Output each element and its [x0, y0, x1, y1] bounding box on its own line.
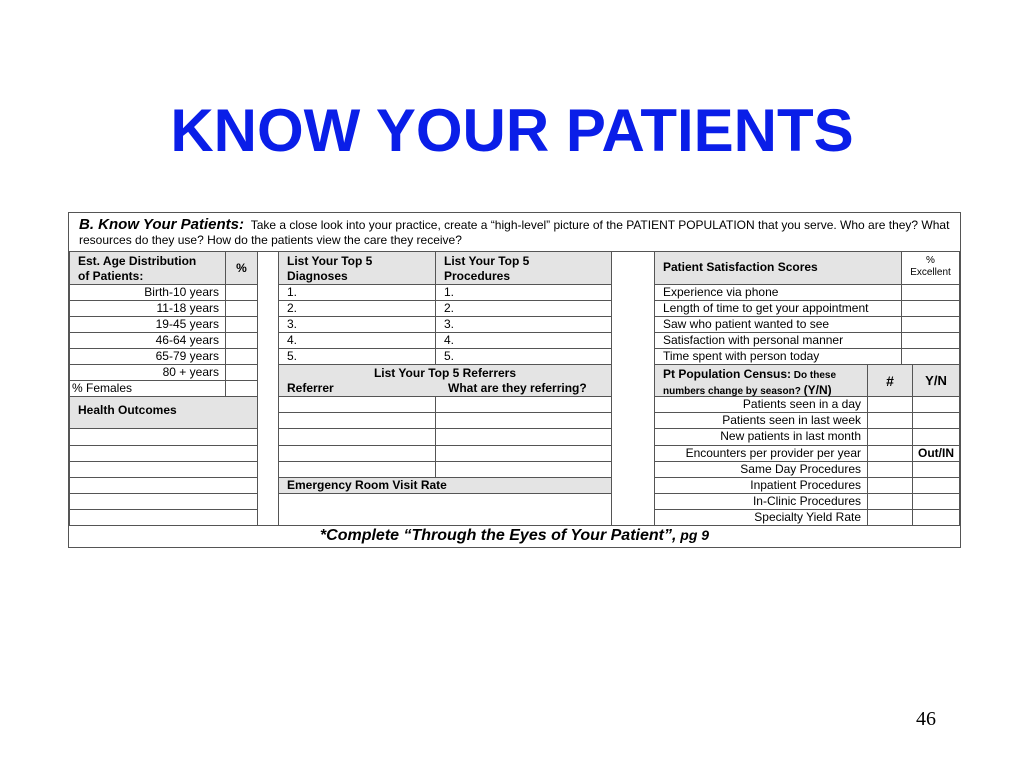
form-intro [79, 217, 954, 248]
referring-what-input[interactable] [435, 412, 612, 429]
satisfaction-pct-input[interactable] [901, 284, 960, 301]
age-pct-input[interactable] [225, 348, 258, 365]
age-header-line2: of Patients: [78, 269, 144, 283]
page-number: 46 [916, 708, 936, 730]
census-yn-header: Y/N [912, 364, 960, 397]
health-outcome-input[interactable] [69, 445, 258, 462]
census-yn-input[interactable] [912, 428, 960, 446]
referrer-input[interactable] [278, 396, 436, 413]
footer-page-ref: pg 9 [676, 527, 710, 543]
diagnoses-header-line1: List Your Top 5 [287, 254, 373, 268]
census-row-label: Patients seen in last week [654, 412, 868, 429]
health-outcome-input[interactable] [69, 509, 258, 526]
age-row-label: 46-64 years [69, 332, 226, 349]
satisfaction-item: Saw who patient wanted to see [654, 316, 902, 333]
census-row-label: In-Clinic Procedures [654, 493, 868, 510]
census-count-input[interactable] [867, 428, 913, 446]
age-pct-input[interactable] [225, 332, 258, 349]
age-pct-header: % [225, 251, 258, 285]
procedure-item[interactable]: 2. [435, 300, 612, 317]
census-row-label: Same Day Procedures [654, 461, 868, 478]
satisfaction-item: Time spent with person today [654, 348, 902, 365]
age-pct-input[interactable] [225, 284, 258, 301]
footer-note-text: *Complete “Through the Eyes of Your Patient”, [319, 527, 677, 544]
procedures-header [435, 251, 612, 285]
procedure-item[interactable]: 4. [435, 332, 612, 349]
slide-title: KNOW YOUR PATIENTS [170, 97, 854, 164]
census-yn-input[interactable] [912, 461, 960, 478]
referring-what-input[interactable] [435, 428, 612, 446]
census-count-input[interactable] [867, 461, 913, 478]
diagnosis-item[interactable]: 5. [278, 348, 436, 365]
census-yn-note: (Y/N) [803, 383, 832, 397]
referrer-input[interactable] [278, 412, 436, 429]
census-count-input[interactable] [867, 477, 913, 494]
out-in-label: Out/IN [912, 445, 960, 462]
census-count-input[interactable] [867, 445, 913, 462]
census-header [654, 364, 868, 397]
census-row-label: Specialty Yield Rate [654, 509, 868, 526]
footer-note [69, 527, 960, 545]
referring-what-column-header: What are they referring? [448, 381, 587, 395]
age-header [69, 251, 226, 285]
diagnosis-item[interactable]: 3. [278, 316, 436, 333]
census-row-label: Patients seen in a day [654, 396, 868, 413]
census-yn-input[interactable] [912, 493, 960, 510]
referrer-column-header: Referrer [287, 381, 334, 395]
age-row-label: 11-18 years [69, 300, 226, 317]
referring-what-input[interactable] [435, 461, 612, 478]
pct-excellent-header [901, 251, 960, 285]
census-row-label: New patients in last month [654, 428, 868, 446]
procedures-header-line2: Procedures [444, 269, 511, 283]
census-count-input[interactable] [867, 493, 913, 510]
age-header-line1: Est. Age Distribution [78, 254, 197, 268]
females-pct-input[interactable] [225, 380, 258, 397]
referrer-input[interactable] [278, 461, 436, 478]
er-visit-rate-label: Emergency Room Visit Rate [278, 477, 612, 494]
pct-excellent-symbol: % [926, 255, 935, 266]
age-pct-input[interactable] [225, 364, 258, 381]
age-row-label: Birth-10 years [69, 284, 226, 301]
diagnoses-header [278, 251, 436, 285]
census-count-input[interactable] [867, 412, 913, 429]
census-yn-input[interactable] [912, 477, 960, 494]
satisfaction-item: Length of time to get your appointment [654, 300, 902, 317]
referrers-header [278, 364, 612, 397]
procedure-item[interactable]: 5. [435, 348, 612, 365]
census-title: Pt Population Census: [663, 367, 792, 381]
health-outcome-input[interactable] [69, 461, 258, 478]
referrers-title: List Your Top 5 Referrers [373, 366, 517, 380]
er-visit-rate-input[interactable] [278, 493, 612, 526]
health-outcome-input[interactable] [69, 477, 258, 494]
females-label: % Females [69, 380, 226, 397]
satisfaction-pct-input[interactable] [901, 348, 960, 365]
diagnosis-item[interactable]: 4. [278, 332, 436, 349]
age-row-label: 19-45 years [69, 316, 226, 333]
referrer-input[interactable] [278, 445, 436, 462]
satisfaction-pct-input[interactable] [901, 332, 960, 349]
diagnoses-header-line2: Diagnoses [287, 269, 348, 283]
census-count-input[interactable] [867, 509, 913, 526]
health-outcomes-header: Health Outcomes [69, 396, 258, 429]
census-yn-input[interactable] [912, 396, 960, 413]
procedure-item[interactable]: 1. [435, 284, 612, 301]
divider [69, 525, 960, 526]
age-pct-input[interactable] [225, 316, 258, 333]
satisfaction-item: Satisfaction with personal manner [654, 332, 902, 349]
procedures-header-line1: List Your Top 5 [444, 254, 530, 268]
health-outcome-input[interactable] [69, 493, 258, 510]
referring-what-input[interactable] [435, 445, 612, 462]
age-pct-input[interactable] [225, 300, 258, 317]
diagnosis-item[interactable]: 1. [278, 284, 436, 301]
census-count-header: # [867, 364, 913, 397]
census-count-input[interactable] [867, 396, 913, 413]
referring-what-input[interactable] [435, 396, 612, 413]
diagnosis-item[interactable]: 2. [278, 300, 436, 317]
age-row-label: 65-79 years [69, 348, 226, 365]
census-subtitle: Do these numbers change by season? [663, 370, 837, 397]
know-your-patients-form [68, 212, 961, 548]
health-outcome-input[interactable] [69, 428, 258, 446]
satisfaction-item: Experience via phone [654, 284, 902, 301]
referrer-input[interactable] [278, 428, 436, 446]
pct-excellent-label: Excellent [910, 267, 951, 278]
form-heading: B. Know Your Patients: [79, 216, 245, 233]
census-row-label: Inpatient Procedures [654, 477, 868, 494]
census-row-label: Encounters per provider per year [654, 445, 868, 462]
satisfaction-header: Patient Satisfaction Scores [654, 251, 902, 285]
satisfaction-pct-input[interactable] [901, 300, 960, 317]
census-yn-input[interactable] [912, 509, 960, 526]
procedure-item[interactable]: 3. [435, 316, 612, 333]
age-row-label: 80 + years [69, 364, 226, 381]
satisfaction-pct-input[interactable] [901, 316, 960, 333]
form-intro-text: Take a close look into your practice, create a “high-level” picture of the PATIENT POPULATION that you serve. Who are they? What resources do they use? How do the patients view the care they receive? [79, 218, 950, 247]
census-yn-input[interactable] [912, 412, 960, 429]
